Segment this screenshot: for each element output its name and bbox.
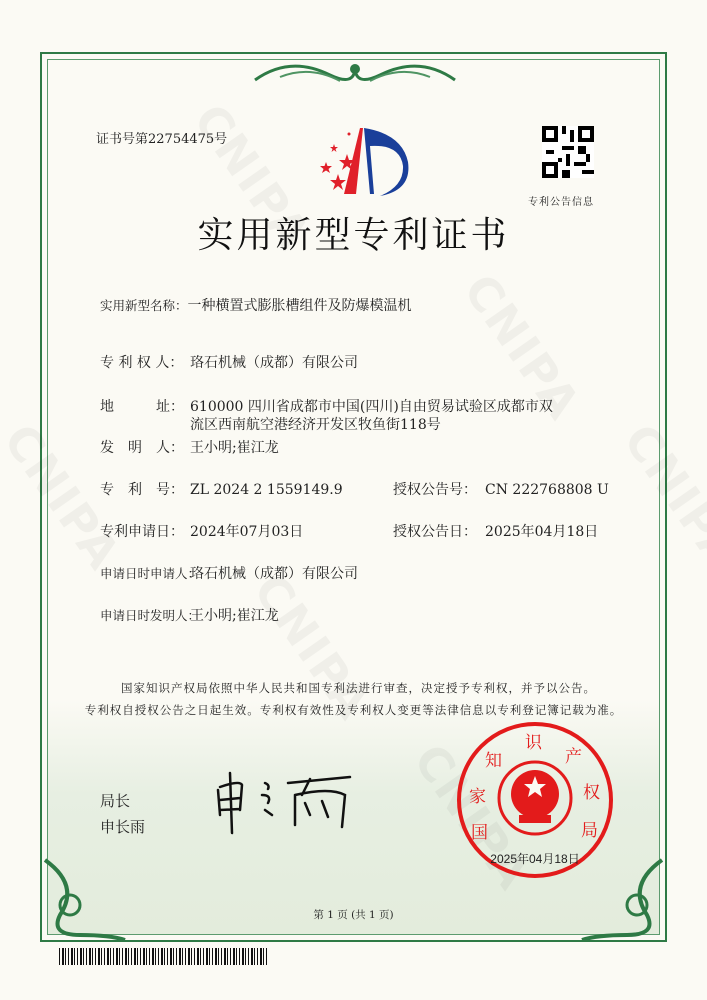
patent-number-label: 专 利 号： [100, 482, 184, 498]
patentee-label: 专 利 权 人： [100, 355, 184, 371]
signatory-name: 申长雨 [100, 818, 146, 836]
publication-date-value: 2025年04月18日 [485, 524, 599, 540]
cnipa-logo [300, 124, 410, 196]
official-seal [455, 720, 615, 880]
barcode [59, 948, 267, 965]
filing-date-label: 专利申请日： [100, 524, 184, 540]
inventor-label: 发 明 人： [100, 440, 184, 456]
inventor-at-filing-label: 申请日时发明人： [100, 608, 201, 623]
top-ornament [250, 55, 460, 95]
address-line1: 610000 四川省成都市中国(四川)自由贸易试验区成都市双 [190, 399, 553, 415]
qr-label: 专利公告信息 [528, 197, 594, 208]
patentee-value: 珞石机械（成都）有限公司 [190, 355, 358, 371]
inventor-value: 王小明;崔江龙 [190, 440, 279, 456]
corner-ornament-bottom-left [40, 855, 130, 945]
publication-number-value: CN 222768808 U [485, 482, 609, 498]
qr-code[interactable] [542, 126, 594, 178]
certificate-title: 实用新型专利证书 [197, 215, 510, 256]
applicant-at-filing-label: 申请日时申请人： [100, 566, 201, 581]
seal-date: 2025年04月18日 [490, 852, 580, 866]
certificate-number: 证书号第22754475号 [96, 132, 228, 147]
svg-text:国家知识产权局: 国家知识产权局 [469, 733, 600, 843]
notice-line-2: 专利权自授权公告之日起生效。专利权有效性及专利权人变更等法律信息以专利登记簿记载为准。 [84, 703, 623, 717]
address-line2: 流区西南航空港经济开发区牧鱼街118号 [190, 417, 441, 433]
address-label: 地 址： [100, 399, 184, 415]
inventor-at-filing-value: 王小明;崔江龙 [190, 608, 279, 624]
notice-line-1: 国家知识产权局依照中华人民共和国专利法进行审查，决定授予专利权，并予以公告。 [121, 681, 596, 695]
filing-date-value: 2024年07月03日 [190, 524, 304, 540]
publication-date-label: 授权公告日： [393, 524, 477, 540]
utility-model-name-label: 实用新型名称： [100, 298, 188, 313]
page-number: 第 1 页 (共 1 页) [313, 909, 394, 921]
utility-model-name-value: 一种横置式膨胀槽组件及防爆模温机 [187, 298, 412, 314]
handwritten-signature [210, 765, 370, 835]
patent-number-value: ZL 2024 2 1559149.9 [190, 482, 343, 498]
publication-number-label: 授权公告号： [393, 482, 477, 498]
applicant-at-filing-value: 珞石机械（成都）有限公司 [190, 566, 358, 582]
signatory-title: 局长 [100, 792, 131, 810]
